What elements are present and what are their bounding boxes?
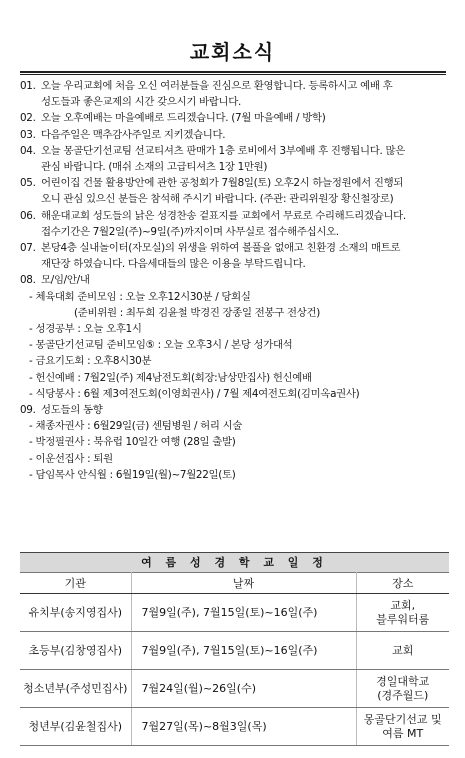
meeting-item: - 성경공부 : 오늘 오후1시 bbox=[29, 323, 142, 336]
notice-01 bbox=[20, 78, 450, 110]
notice-text: 오늘 우리교회에 처음 오신 여러분들을 진심으로 환영합니다. 등록하시고 예배 후 bbox=[41, 80, 393, 92]
cell-org: 유치부(송지영집사) bbox=[20, 594, 131, 632]
vbs-schedule-table bbox=[20, 552, 449, 746]
notice-number: 03. bbox=[20, 128, 36, 141]
notice-text-cont: 성도들과 좋은교제의 시간 갖으시기 바랍니다. bbox=[41, 96, 242, 109]
notice-text: 해운대교회 성도들의 낡은 성경찬송 겉표지를 교회에서 무료로 수리해드리겠습니다. bbox=[41, 209, 406, 222]
member-news-item: - 이운선집사 : 퇴원 bbox=[29, 452, 113, 465]
table-row bbox=[20, 594, 449, 632]
place-line: 블루워터룸 bbox=[376, 612, 430, 626]
cell-date: 7월9일(주), 7월15일(토)~16일(주) bbox=[131, 594, 356, 632]
notice-text-cont: 오니 관심 있으신 분들은 참석해 주시기 바랍니다. (주관: 관리위원장 황신철장로) bbox=[41, 193, 394, 206]
place-line: 여름 MT bbox=[382, 726, 424, 740]
notice-list bbox=[20, 78, 450, 483]
notice-number: 06. bbox=[20, 209, 36, 222]
place-line: 몽골단기선교 및 bbox=[363, 712, 442, 726]
notice-text: 어린이집 건물 활용방안에 관한 공청회가 7월8일(토) 오후2시 하늘정원에서 진행되 bbox=[41, 177, 404, 190]
cell-place bbox=[356, 670, 449, 708]
notice-heading: 모/임/안/내 bbox=[41, 274, 90, 287]
notice-text: 오늘 몽골단기선교팀 선교티셔츠 판매가 1층 로비에서 3부예배 후 진행됩니다. 많은 bbox=[41, 144, 405, 157]
cell-date: 7월27일(목)~8월3일(목) bbox=[131, 708, 356, 746]
title-rule bbox=[20, 71, 446, 73]
meeting-item: - 식당봉사 : 6월 제3여전도회(이영희권사) / 7월 제4여전도회(김미옥a권사) bbox=[29, 387, 360, 400]
notice-08-meetings bbox=[20, 272, 450, 402]
member-news-item: - 채종자권사 : 6월29일(금) 센텀병원 / 허리 시술 bbox=[29, 420, 243, 433]
notice-number: 01. bbox=[20, 80, 36, 92]
meeting-item: - 몽골단기선교팀 준비모임⑤ : 오늘 오후3시 / 본당 성가대석 bbox=[29, 339, 293, 352]
cell-date: 7월24일(월)~26일(수) bbox=[131, 670, 356, 708]
cell-org: 초등부(김창영집사) bbox=[20, 632, 131, 670]
table-header-row bbox=[20, 573, 449, 594]
cell-place bbox=[356, 708, 449, 746]
cell-date: 7월9일(주), 7월15일(토)~16일(주) bbox=[131, 632, 356, 670]
meeting-item-detail: (준비위원 : 최두희 김윤철 박경진 장종일 전봉구 전상건) bbox=[74, 306, 320, 319]
notice-04 bbox=[20, 143, 450, 175]
notice-number: 02. bbox=[20, 112, 36, 125]
cell-org: 청소년부(주성민집사) bbox=[20, 670, 131, 708]
title-rule-thin bbox=[20, 74, 446, 75]
header-place: 장소 bbox=[356, 573, 449, 594]
notice-text: 본당4층 실내놀이터(자모실)의 위생을 위하여 볼풀을 없애고 친환경 소재의 매트로 bbox=[41, 242, 401, 255]
notice-03 bbox=[20, 127, 450, 143]
page-title: 교회소식 bbox=[189, 40, 276, 64]
notice-number: 07. bbox=[20, 242, 36, 255]
meeting-item: - 헌신예배 : 7월2일(주) 제4남전도회(회장:남상만집사) 헌신예배 bbox=[29, 371, 312, 384]
meeting-item: - 금요기도회 : 오후8시30분 bbox=[29, 355, 152, 368]
notice-text-cont: 접수기간은 7월2일(주)~9일(주)까지이며 사무실로 접수해주십시오. bbox=[41, 225, 339, 238]
notice-text: 오늘 오후예배는 마을예배로 드리겠습니다. (7월 마을예배 / 방학) bbox=[41, 112, 326, 125]
notice-text: 다음주일은 맥추감사주일로 지키겠습니다. bbox=[41, 128, 226, 141]
notice-text-cont: 재단장 하였습니다. 다음세대들의 많은 이용을 부탁드립니다. bbox=[41, 258, 306, 271]
cell-place bbox=[356, 594, 449, 632]
place-line: 교회, bbox=[390, 598, 416, 612]
member-news-item: - 담임목사 안식월 : 6월19일(월)~7월22일(토) bbox=[29, 468, 236, 481]
notice-text-cont: 관심 바랍니다. (매쉬 소재의 고급티셔츠 1장 1만원) bbox=[41, 161, 268, 174]
notice-number: 04. bbox=[20, 144, 36, 157]
notice-06 bbox=[20, 208, 450, 240]
notice-number: 05. bbox=[20, 177, 36, 190]
notice-number: 09. bbox=[20, 404, 36, 417]
notice-09-member-news bbox=[20, 402, 450, 483]
member-news-item: - 박정필권사 : 북유럽 10일간 여행 (28일 출발) bbox=[29, 436, 236, 449]
cell-org: 청년부(김윤철집사) bbox=[20, 708, 131, 746]
header-date: 날짜 bbox=[131, 573, 356, 594]
notice-07 bbox=[20, 240, 450, 272]
table-caption: 여 름 성 경 학 교 일 정 bbox=[20, 552, 449, 572]
place-line: 경일대학교 bbox=[376, 674, 430, 688]
notice-heading: 성도들의 동향 bbox=[41, 404, 103, 417]
notice-02 bbox=[20, 110, 450, 126]
notice-05 bbox=[20, 175, 450, 207]
table-row bbox=[20, 670, 449, 708]
table-row bbox=[20, 632, 449, 670]
meeting-item: - 체육대회 준비모임 : 오늘 오후12시30분 / 당회실 bbox=[29, 290, 251, 303]
cell-place: 교회 bbox=[356, 632, 449, 670]
header-org: 기관 bbox=[20, 573, 131, 594]
place-line: (경주월드) bbox=[377, 688, 429, 702]
notice-number: 08. bbox=[20, 274, 36, 287]
table-row bbox=[20, 708, 449, 746]
